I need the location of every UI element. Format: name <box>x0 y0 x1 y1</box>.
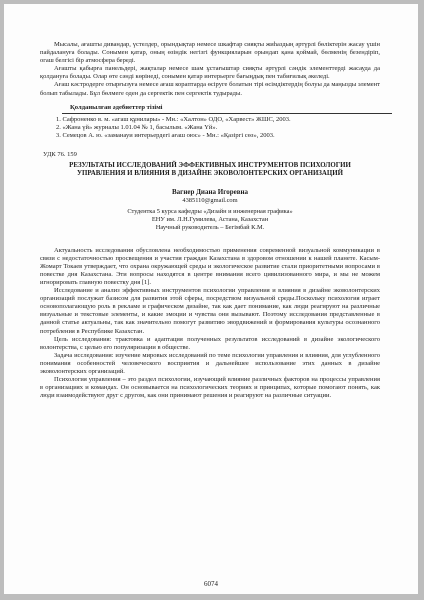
page-number: 6074 <box>204 580 218 588</box>
body-paragraph: Психология управления – это раздел психологии, изучающий влияние различных факторов на процессы управления в организациях и командах. Он основывается на психологических теориях и принципах, которые помогают понять, как люди взаимодействуют друг с другом, как они принимают решения и реагируют на различные ситуации. <box>40 376 380 400</box>
article-title: РЕЗУЛЬТАТЫ ИССЛЕДОВАНИЙ ЭФФЕКТИВНЫХ ИНСТРУМЕНТОВ ПСИХОЛОГИИ УПРАВЛЕНИЯ И ВЛИЯНИЯ В ДИЗАЙНЕ ЭКОВОЛОНТЕРСКИХ ОРГАНИЗАЦИЙ <box>69 161 351 178</box>
reference-item: 2. «Жана үй» журналы 1.01.04 № 1, басылым. «Жана Үй». <box>56 123 218 131</box>
article-body <box>40 247 380 401</box>
author-name: Вагнер Диана Игоревна <box>171 187 249 196</box>
body-paragraph: Цель исследования: трактовка и адаптация полученных результатов исследований в дизайне экологического волонтерства, с целью его популяризации в обществе. <box>40 335 380 351</box>
references-title: Қолданылған әдебиеттер тізімі <box>70 103 163 111</box>
intro-paragraph: Мысалы, ағашты дивандар, үстелдер, орындықтар немесе шкафтар сияқты жиһаздың әртүрлі бөліктерін жасау үшін пайдалануға болады. Сонымен қатар, оның өзіндік негізгі функцияларын орындап қана қоймай, бөлменің безендіріп, огаш белгісі бір атмосфера береді. <box>40 41 380 65</box>
body-paragraph: Исследование и анализ эффективных инструментов психологии управления и влияния в дизайне эковолонтерских организаций послужат базисом для развития этой сферы, посредством визуальной среды.Поскольку психология играет основополагающую роль в рекламе и графическом дизайне, так как дает понимание, как люди реагируют на различные визуальные и текстовые элементы, и какие эмоции и чувства они вызывают. Поэтому исследования представленные в данной статье актуальны, так как значительно помогут развитию эвордвижений и формирования культуры осознанного потребления в Республике Казахстан. <box>40 287 380 335</box>
body-paragraph: Актуальность исследования обусловлена необходимостью применения современной визуальной коммуникации в связи с недостаточностью просвещения и участия граждан Казахстана в здоровом отношении к нашей планете. Касым-Жомарт Токаев утверждает, что охрана окружающей среды и экологическое развитие стали приоритетными вопросами в повестке дня Казахстана. Эти вопросы находятся в центре внимания всего цивилизованного мира, и мы не можем игнорировать главную повестку дня [1]. <box>40 246 380 286</box>
reference-item: 1. Сафроненко в. м. «агаш құнилары» - Мн.: «Халтон» ОДО, «Харвест» ЖШС, 2003. <box>56 115 291 123</box>
body-paragraph: Задача исследования: изучение мировых исследований по теме психологии управления и влияния, для углубленного понимания особенностей человеческого восприятия и дальнейшее использование этих данных в дизайне эковолонтерских организаций. <box>40 351 380 375</box>
document-page <box>4 4 418 594</box>
supervisor-line: Научный руководитель – Бегімбай К.М. <box>155 224 265 232</box>
affiliation-line: ЕНУ им. Л.Н.Гумилева, Астана, Казахстан <box>151 216 269 224</box>
intro-paragraph: Ағаш кәстродерге отырғызуға немесе ағаш кораптарда өсіруге болатын тірі өсімдіктердің болуы да маңызды элемент болып табылады. Бұл бөлмеге оден да сергектік пен сергектік тудырады. <box>40 81 380 97</box>
author-email[interactable]: 4385110@gmail.com <box>182 196 238 204</box>
references-divider <box>62 113 392 114</box>
reference-item: 3. Семецов А. ю. «заманауи интерьердегі ағаш оюс» - Мн.: «Қазіргі сөз», 2003. <box>56 131 275 139</box>
affiliation-line: Студентка 5 курса кафедры «Дизайн и инженерная графика» <box>127 207 293 215</box>
udk-code: УДК 76. 159 <box>43 150 77 158</box>
intro-paragraph: Ағашты қабырға панельдері, жақталар немесе шам ұстағыштар сияқты әртүрлі сәндік элементтерді жасауда да қолдануға болады. Олар өте сәнді көрінеді, сонымен қатар интерьерге бағыңдық пен табиғилық әкеледі. <box>40 65 380 81</box>
